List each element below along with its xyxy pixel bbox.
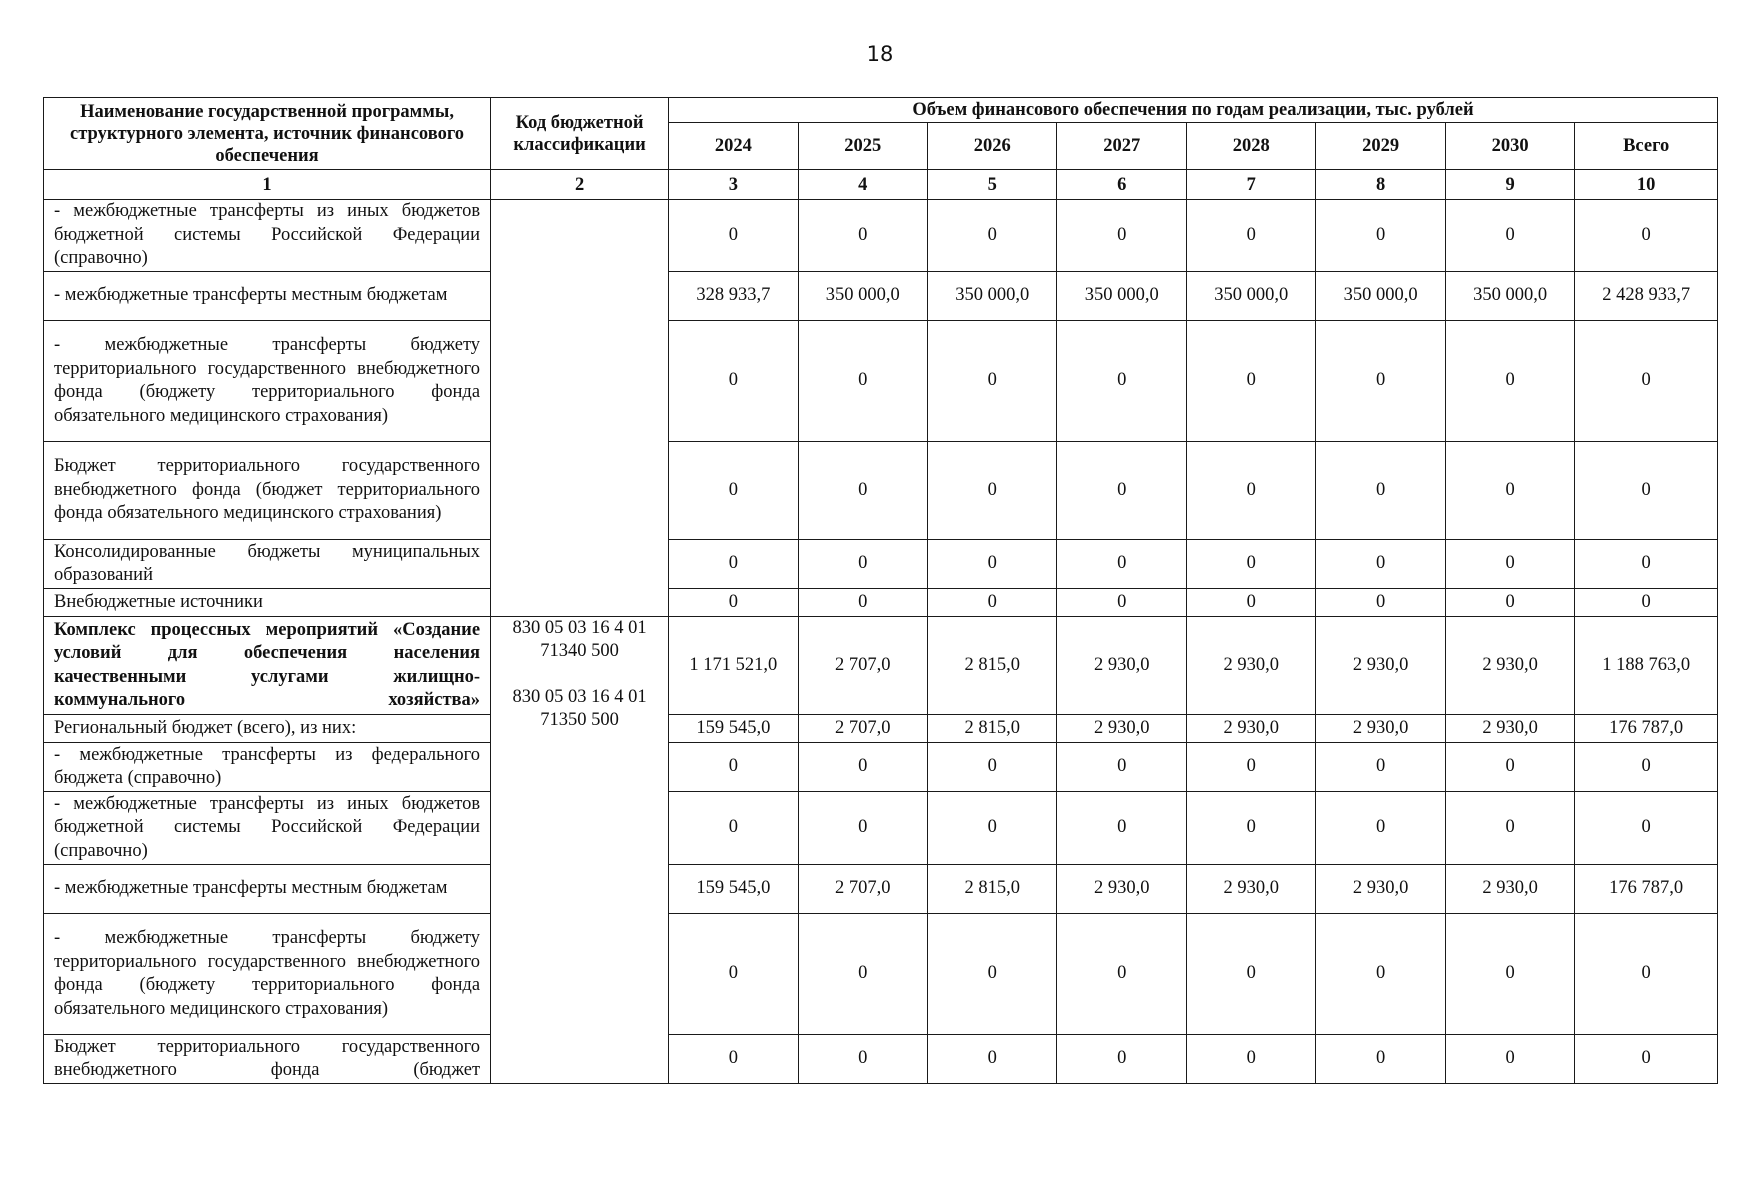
financing-table <box>43 97 1718 1084</box>
cell-value: 2 707,0 <box>798 617 927 715</box>
cell-value: 2 930,0 <box>1445 617 1574 715</box>
cell-value: 0 <box>798 589 927 617</box>
col-number: 3 <box>669 170 798 200</box>
header-year: 2027 <box>1057 123 1186 170</box>
cell-value: 0 <box>1057 914 1186 1035</box>
cell-value: 2 930,0 <box>1057 617 1186 715</box>
cell-value: 2 930,0 <box>1186 715 1315 743</box>
code-line: 71340 500 <box>540 641 619 661</box>
table-row <box>44 743 1718 792</box>
cell-value: 0 <box>1575 442 1718 540</box>
row-name: Бюджет территориального государственного внебюджетного фонда (бюджет <box>44 1035 491 1084</box>
cell-value: 0 <box>928 1035 1057 1084</box>
cell-value: 2 930,0 <box>1316 617 1445 715</box>
cell-value: 2 428 933,7 <box>1575 272 1718 321</box>
header-year: 2025 <box>798 123 927 170</box>
cell-value: 350 000,0 <box>1445 272 1574 321</box>
row-name: - межбюджетные трансферты местным бюджетам <box>44 272 491 321</box>
cell-value: 0 <box>1057 321 1186 442</box>
cell-value: 0 <box>1057 792 1186 865</box>
cell-value: 0 <box>928 914 1057 1035</box>
cell-value: 0 <box>1575 792 1718 865</box>
cell-value: 0 <box>669 792 798 865</box>
table-row <box>44 272 1718 321</box>
code-line: 830 05 03 16 4 01 <box>512 687 647 707</box>
table-header <box>44 98 1718 200</box>
cell-value: 0 <box>1575 589 1718 617</box>
cell-value: 1 171 521,0 <box>669 617 798 715</box>
col-number: 9 <box>1445 170 1574 200</box>
cell-value: 2 707,0 <box>798 865 927 914</box>
code-line: 830 05 03 16 4 01 <box>512 618 647 638</box>
cell-value: 0 <box>798 540 927 589</box>
cell-value: 0 <box>1057 540 1186 589</box>
col-number: 6 <box>1057 170 1186 200</box>
table-row <box>44 540 1718 589</box>
cell-value: 0 <box>798 1035 927 1084</box>
cell-value: 0 <box>1445 200 1574 272</box>
cell-value: 0 <box>1316 792 1445 865</box>
cell-value: 0 <box>928 200 1057 272</box>
header-year: 2026 <box>928 123 1057 170</box>
cell-value: 0 <box>1445 540 1574 589</box>
cell-value: 0 <box>798 914 927 1035</box>
cell-value: 0 <box>928 792 1057 865</box>
cell-value: 2 815,0 <box>928 617 1057 715</box>
cell-value: 0 <box>798 321 927 442</box>
cell-value: 0 <box>1575 914 1718 1035</box>
cell-value: 0 <box>798 200 927 272</box>
cell-value: 0 <box>1445 914 1574 1035</box>
cell-value: 0 <box>669 442 798 540</box>
code-cell <box>491 617 669 1084</box>
col-number: 4 <box>798 170 927 200</box>
cell-value: 0 <box>928 743 1057 792</box>
cell-value: 328 933,7 <box>669 272 798 321</box>
cell-value: 0 <box>928 540 1057 589</box>
cell-value: 0 <box>1316 442 1445 540</box>
table-row-complex <box>44 617 1718 715</box>
cell-value: 350 000,0 <box>798 272 927 321</box>
cell-value: 1 188 763,0 <box>1575 617 1718 715</box>
cell-value: 0 <box>1575 321 1718 442</box>
cell-value: 0 <box>928 442 1057 540</box>
cell-value: 0 <box>1316 589 1445 617</box>
header-year: 2024 <box>669 123 798 170</box>
cell-value: 159 545,0 <box>669 865 798 914</box>
col-number: 5 <box>928 170 1057 200</box>
row-name: - межбюджетные трансферты местным бюджетам <box>44 865 491 914</box>
cell-value: 0 <box>1186 540 1315 589</box>
cell-value: 350 000,0 <box>1186 272 1315 321</box>
code-cell-empty <box>491 200 669 617</box>
cell-value: 2 930,0 <box>1057 715 1186 743</box>
cell-value: 0 <box>669 200 798 272</box>
cell-value: 2 930,0 <box>1186 865 1315 914</box>
cell-value: 0 <box>1186 914 1315 1035</box>
cell-value: 0 <box>1575 1035 1718 1084</box>
cell-value: 350 000,0 <box>1057 272 1186 321</box>
cell-value: 2 815,0 <box>928 715 1057 743</box>
cell-value: 0 <box>1316 321 1445 442</box>
table-row <box>44 865 1718 914</box>
table-row <box>44 792 1718 865</box>
cell-value: 0 <box>1186 442 1315 540</box>
table-row <box>44 715 1718 743</box>
cell-value: 2 930,0 <box>1057 865 1186 914</box>
cell-value: 0 <box>669 914 798 1035</box>
cell-value: 0 <box>1445 321 1574 442</box>
cell-value: 0 <box>1445 743 1574 792</box>
cell-value: 0 <box>798 792 927 865</box>
cell-value: 2 930,0 <box>1316 865 1445 914</box>
row-name: Внебюджетные источники <box>44 589 491 617</box>
cell-value: 350 000,0 <box>1316 272 1445 321</box>
cell-value: 0 <box>1057 1035 1186 1084</box>
header-code: Код бюджетной классификации <box>491 98 669 170</box>
cell-value: 0 <box>1575 743 1718 792</box>
cell-value: 0 <box>1057 442 1186 540</box>
cell-value: 0 <box>1316 914 1445 1035</box>
cell-value: 0 <box>669 589 798 617</box>
cell-value: 0 <box>1186 792 1315 865</box>
cell-value: 0 <box>1445 792 1574 865</box>
code-line: 71350 500 <box>540 710 619 730</box>
cell-value: 2 930,0 <box>1316 715 1445 743</box>
cell-value: 2 707,0 <box>798 715 927 743</box>
col-number: 2 <box>491 170 669 200</box>
cell-value: 0 <box>1445 442 1574 540</box>
cell-value: 176 787,0 <box>1575 715 1718 743</box>
table-row <box>44 914 1718 1035</box>
cell-value: 2 815,0 <box>928 865 1057 914</box>
cell-value: 0 <box>1186 321 1315 442</box>
cell-value: 159 545,0 <box>669 715 798 743</box>
cell-value: 0 <box>1316 743 1445 792</box>
cell-value: 0 <box>1445 1035 1574 1084</box>
cell-value: 0 <box>1316 1035 1445 1084</box>
table-row <box>44 1035 1718 1084</box>
cell-value: 350 000,0 <box>928 272 1057 321</box>
row-name: Бюджет территориального государственного внебюджетного фонда (бюджет территориального фонда обязательного медицинского страхования) <box>44 442 491 540</box>
table-row <box>44 589 1718 617</box>
header-total: Всего <box>1575 123 1718 170</box>
cell-value: 0 <box>669 743 798 792</box>
cell-value: 0 <box>928 321 1057 442</box>
row-name: - межбюджетные трансферты из иных бюджетов бюджетной системы Российской Федерации (справочно) <box>44 792 491 865</box>
cell-value: 0 <box>1575 540 1718 589</box>
cell-value: 0 <box>1057 200 1186 272</box>
row-name: Комплекс процессных мероприятий «Создание условий для обеспечения населения качественными услугами жилищно-коммунального хозяйства» <box>44 617 491 715</box>
cell-value: 0 <box>669 540 798 589</box>
cell-value: 0 <box>1186 589 1315 617</box>
row-name: - межбюджетные трансферты бюджету территориального государственного внебюджетного фонда (бюджету территориального фонда обязательного медицинского страхования) <box>44 321 491 442</box>
col-number: 1 <box>44 170 491 200</box>
cell-value: 2 930,0 <box>1445 715 1574 743</box>
row-name: - межбюджетные трансферты из иных бюджетов бюджетной системы Российской Федерации (справочно) <box>44 200 491 272</box>
cell-value: 0 <box>1316 540 1445 589</box>
cell-value: 0 <box>1057 743 1186 792</box>
header-year: 2030 <box>1445 123 1574 170</box>
cell-value: 0 <box>798 743 927 792</box>
row-name: - межбюджетные трансферты из федерального бюджета (справочно) <box>44 743 491 792</box>
table-row <box>44 321 1718 442</box>
cell-value: 2 930,0 <box>1186 617 1315 715</box>
cell-value: 0 <box>798 442 927 540</box>
row-name: Региональный бюджет (всего), из них: <box>44 715 491 743</box>
header-year: 2028 <box>1186 123 1315 170</box>
cell-value: 0 <box>928 589 1057 617</box>
header-name: Наименование государственной программы, структурного элемента, источник финансового обеспечения <box>44 98 491 170</box>
cell-value: 0 <box>669 321 798 442</box>
cell-value: 0 <box>1186 200 1315 272</box>
row-name: - межбюджетные трансферты бюджету территориального государственного внебюджетного фонда (бюджету территориального фонда обязательного медицинского страхования) <box>44 914 491 1035</box>
page-number: 18 <box>866 42 894 66</box>
cell-value: 0 <box>1575 200 1718 272</box>
table-row <box>44 442 1718 540</box>
cell-value: 0 <box>1316 200 1445 272</box>
header-year: 2029 <box>1316 123 1445 170</box>
col-number: 8 <box>1316 170 1445 200</box>
cell-value: 0 <box>1445 589 1574 617</box>
cell-value: 0 <box>669 1035 798 1084</box>
cell-value: 176 787,0 <box>1575 865 1718 914</box>
cell-value: 0 <box>1186 743 1315 792</box>
cell-value: 2 930,0 <box>1445 865 1574 914</box>
row-name: Консолидированные бюджеты муниципальных образований <box>44 540 491 589</box>
col-number: 10 <box>1575 170 1718 200</box>
cell-value: 0 <box>1186 1035 1315 1084</box>
table-row <box>44 200 1718 272</box>
header-volume: Объем финансового обеспечения по годам реализации, тыс. рублей <box>669 98 1718 123</box>
cell-value: 0 <box>1057 589 1186 617</box>
col-number: 7 <box>1186 170 1315 200</box>
